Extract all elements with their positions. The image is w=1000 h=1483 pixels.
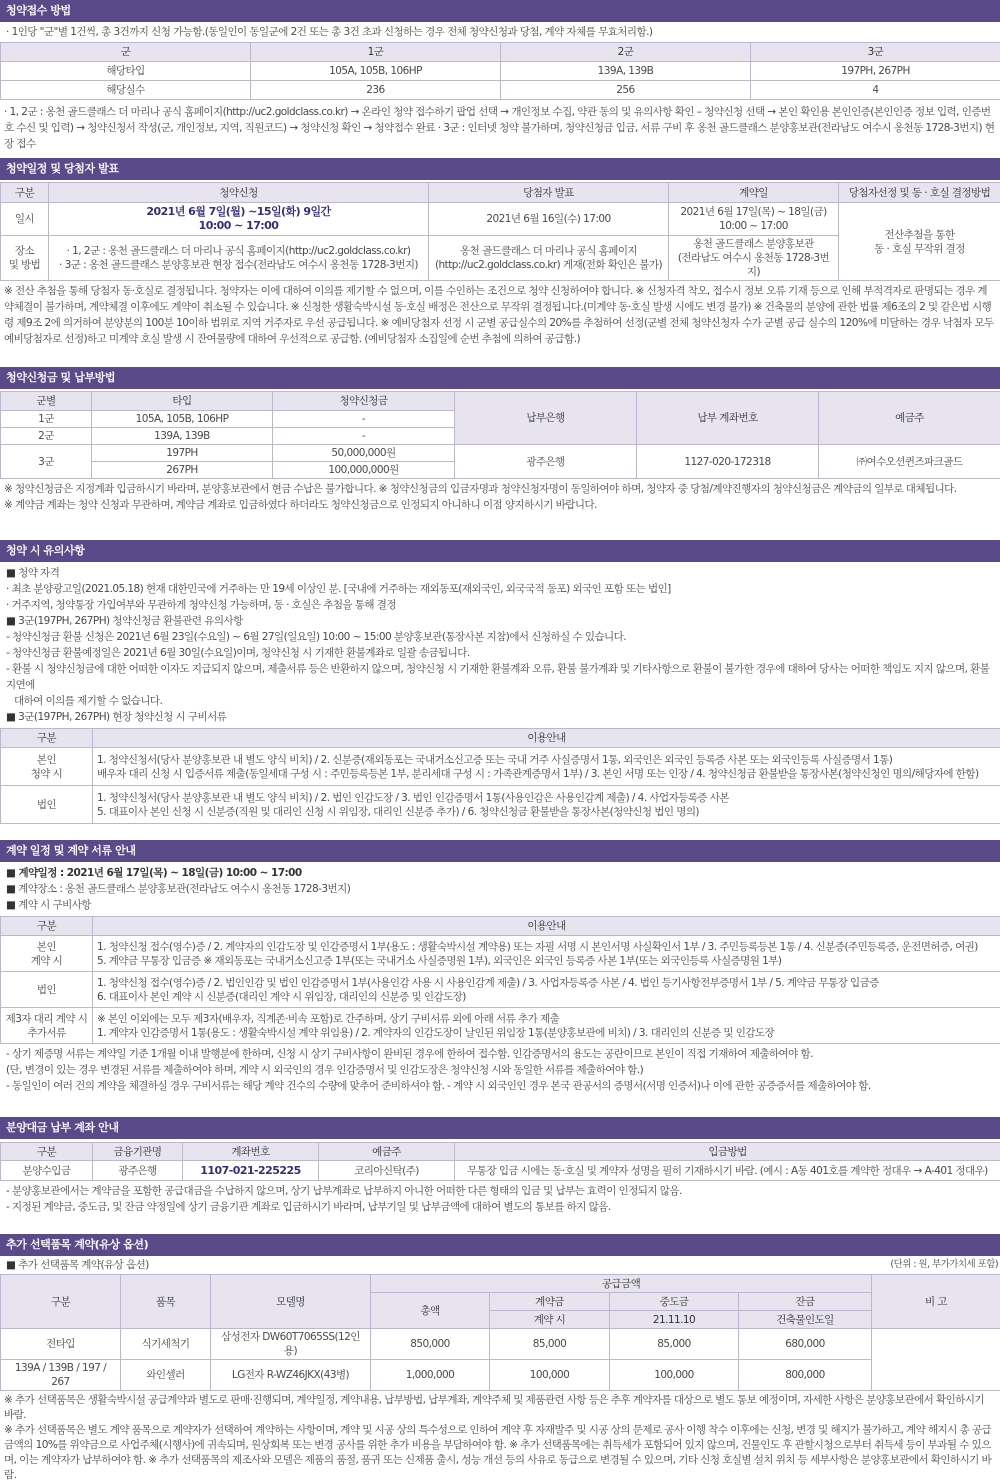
table-header: 당첨자 발표 (429, 183, 669, 203)
table-row (1, 1360, 1000, 1391)
apply-place-2: · 3군 : 옹천 골드클래스 분양홍보관 현장 접수(전라남도 여수시 옹천동 1728-3번지) (53, 258, 424, 272)
table-cell: 100,000 (490, 1360, 610, 1391)
section-title: 청약일정 및 당첨자 발표 (0, 158, 1000, 180)
row-label-2: 청약 시 (5, 767, 88, 781)
intro-text: · 1인당 "군"별 1건씩, 총 3건까지 신청 가능함.(동일인이 동일군에 2건 또는 총 3건 초과 신청하는 경우 전체 청약신청과 당첨, 계약 자체를 무효처리함.) (0, 24, 1000, 40)
table-cell: 3군 (1, 445, 92, 479)
table-header: 군 (1, 43, 251, 62)
table-cell: 분양수입금 (1, 1161, 93, 1181)
table-row (1, 81, 1000, 100)
table-cell: 105A, 105B, 106HP (251, 62, 501, 81)
contract-note: (단, 변경이 있는 경우 변경된 서류를 제출하여야 하며, 계약 시 외국인의 경우 인감증명서 및 인감도장은 청약신청 시와 동일한 서류를 제출하여야 함.) (0, 1062, 1000, 1078)
row-label: 법인 (1, 786, 93, 824)
table-header: 예금주 (819, 392, 1000, 445)
table-cell: 4 (751, 81, 1000, 100)
table-cell: 100,000 (610, 1360, 739, 1391)
table-cell: 197PH (92, 445, 273, 462)
doc-line: 1. 청약신청 접수(영수)증 / 2. 계약자의 인감도장 및 인감증명서 1부(용도 : 생활숙박시설 계약용) 또는 자필 서명 시 본인서명 사실확인서 1부 / 3. 주민등록등본 1통 / 4. 신분증(주민등록증, 운전면허증, 여권) (97, 940, 996, 954)
table-cell: 197PH, 267PH (751, 62, 1000, 81)
table-cell: 해당실수 (1, 81, 251, 100)
table-header: 이용안내 (93, 729, 1000, 748)
table-header: 품목 (121, 1275, 211, 1329)
section-schedule (0, 158, 1000, 347)
table-cell: 전타입 (1, 1329, 121, 1360)
doc-line: 1. 청약신청서(당사 분양홍보관 내 별도 양식 비치) / 2. 신분증(재외동포는 국내거소신고증 또는 국내 거주 사실증명서 1통, 외국인은 외국인 등록증 사본 또는 외국인등록 사실증명서 1통) (97, 753, 996, 767)
apply-time: 10:00 ~ 17:00 (53, 219, 424, 233)
table-cell: 해당타입 (1, 62, 251, 81)
contract-requirements: ■ 계약 시 구비사항 (0, 897, 1000, 913)
deposit-method: 무통장 입금 시에는 동·호실 및 계약자 성명을 필히 기재하시기 바람. (예시 : A동 401호를 계약한 정대우 → A-401 정대우) (455, 1161, 1000, 1181)
table-header: 계좌번호 (183, 1143, 319, 1161)
options-note: ※ 추가 선택품목은 생활숙박시설 공급계약과 별도로 판매·진행되며, 계약일정, 계약내용, 납부방법, 납부계좌, 계약주체 및 제품관련 사항 등은 추후 계약자를 대상으로 별도 통보 예정이며, 자세한 사항은 분양홍보관에서 확인하시기 바람. (0, 1391, 1000, 1423)
table-header: 3군 (751, 43, 1000, 62)
list-item: - 청약신청금 환불예정일은 2021년 6월 30일(수요일)이며, 청약신청 시 기재한 환불계좌로 일괄 송금됩니다. (0, 645, 1000, 661)
table-header: 계약금 (490, 1293, 610, 1311)
table-header: 2군 (501, 43, 751, 62)
table-header: 1군 (251, 43, 501, 62)
doc-line: ※ 본인 이외에는 모두 제3자(배우자, 직계존·비속 포함)로 간주하며, 상기 구비서류 외에 아래 서류 추가 제출 (97, 1012, 996, 1026)
process-note: · 1, 2군 : 옹천 골드클래스 더 마리나 공식 홈페이지(http://uc2.goldclass.co.kr) → 온라인 청약 접수하기 팝업 선택 → 개인정보 수집, 약관 동의 및 유의사항 확인 – 청약신청 선택 → 본인 확인용 본인인증(본인인증 정보 입력, 인증번호 수신 및 입력) → 청약신청서 작성(군, 개인정보, 지역, 직원코드) → 청약신청 확인 → 청약접수 완료 · 3군 : 인터넷 청약 불가하며, 청약신청금 입금, 서류 구비 후 옹천 골드클래스 분양홍보관(전라남도 여수시 옹천동 1728-3번지) 현장 접수 (0, 102, 1000, 152)
account-holder: ㈜여수오션퀸즈파크골드 (819, 445, 1000, 479)
table-cell: 256 (501, 81, 751, 100)
section-title: 분양대금 납부 계좌 안내 (0, 1117, 1000, 1139)
table-header: 구분 (1, 1275, 121, 1329)
contract-note: - 상기 제증명 서류는 계약일 기준 1개월 이내 발행분에 한하며, 신청 시 상기 구비사항이 완비된 경우에 한하여 접수함. 인감증명서의 용도는 공란이므로 본인이 직접 기재하여 제출하여야 함. (0, 1046, 1000, 1062)
announce-date: 2021년 6월 16일(수) 17:00 (429, 203, 669, 236)
list-item: · 최초 분양광고일(2021.05.18) 현재 대한민국에 거주하는 만 19세 이상인 분. [국내에 거주하는 재외동포(재외국인, 외국국적 동포) 외국인 포함 또는 법인] (0, 581, 1000, 597)
table-header: 구분 (1, 729, 93, 748)
row-label: 일시 (1, 203, 49, 236)
table-cell: 식기세척기 (121, 1329, 211, 1360)
table-header: 예금주 (319, 1143, 455, 1161)
list-item: - 환불 시 청약신청금에 대한 어떠한 이자도 지급되지 않으며, 제출서류 등은 반환하지 않으며, 청약신청 시 기재한 환불계좌 오류, 환불 불가계좌 및 기타사항으로 환불이 불가한 경우에 대하여 당사는 어떠한 책임도 지지 않으며, 환불 지연에 (0, 661, 1000, 693)
selection-method-2: 동 · 호실 무작위 결정 (843, 242, 996, 256)
announce-place-2: (http://uc2.goldclass.co.kr) 게재(전화 확인은 불가) (433, 258, 664, 272)
table-header: 납부은행 (455, 392, 637, 445)
section-precautions (0, 540, 1000, 824)
payment-note: - 지정된 계약금, 중도금, 및 잔금 약정일에 상기 금융기관 계좌로 입금하시기 바라며, 납부기일 및 납부금액에 대하여 별도의 통보를 하지 않음. (0, 1199, 1000, 1215)
doc-line: 1. 청약신청 접수(영수)증 / 2. 법인인감 및 법인 인감증명서 1부(사용인감 사용 시 사용인감계 제출) / 3. 사업자등록증 사본 / 4. 법인 등기사항전부증명서 1부 / 5. 계약금 무통장 입금증 (97, 976, 996, 990)
table-cell: 삼성전자 DW60T7065SS(12인용) (211, 1329, 371, 1360)
table-cell: LG전자 R-WZ46JKX(43병) (211, 1360, 371, 1391)
table-cell: - (273, 428, 455, 445)
table-cell (872, 1329, 1000, 1391)
list-item: · 거주지역, 청약통장 가입여부와 무관하게 청약신청 가능하며, 동 · 호실은 추첨을 통해 결정 (0, 597, 1000, 613)
payment-note: - 분양홍보관에서는 계약금을 포함한 공급대금을 수납하지 않으며, 상기 납부계좌로 납부하지 아니한 어떠한 다른 형태의 입금 및 납부는 효력이 인정되지 않음. (0, 1183, 1000, 1199)
account-holder: 코리아신탁(주) (319, 1161, 455, 1181)
table-row (1, 62, 1000, 81)
group-table (0, 42, 1000, 100)
table-row (1, 748, 1000, 786)
table-cell: 2군 (1, 428, 92, 445)
table-header: 계약일 (669, 183, 839, 203)
table-header: 건축물인도일 (739, 1311, 872, 1329)
doc-line: 1. 청약신청서(당사 분양홍보관 내 별도 양식 비치) / 2. 법인 인감도장 / 3. 법인 인감증명서 1통(사용인감은 사용인감계 제출) / 4. 사업자등록증 사본 (97, 791, 996, 805)
list-item: ■ 3군(197PH, 267PH) 청약신청금 환불관련 유의사항 (0, 613, 1000, 629)
section-title: 청약 시 유의사항 (0, 540, 1000, 562)
table-cell: - (273, 411, 455, 428)
table-header: 계약 시 (490, 1311, 610, 1329)
table-row (1, 936, 1000, 972)
payment-account-table (0, 1142, 1000, 1181)
deposit-table (0, 391, 1000, 479)
section-contract (0, 840, 1000, 1094)
table-header: 모델명 (211, 1275, 371, 1329)
table-cell: 105A, 105B, 106HP (92, 411, 273, 428)
table-header: 군별 (1, 392, 92, 411)
table-header: 당첨자선정 및 동 · 호실 결정방법 (839, 183, 1000, 203)
unit-label: (단위 : 원, 부가가치세 포함) (884, 1257, 1000, 1273)
table-cell: 139A / 139B / 197 / 267 (1, 1360, 121, 1391)
list-item: - 청약신청금 환불 신청은 2021년 6월 23일(수요일) ~ 6월 27일(일요일) 10:00 ~ 15:00 분양홍보관(통장사본 지참)에서 신청하실 수 있습니다. (0, 629, 1000, 645)
documents-table (0, 728, 1000, 824)
doc-line: 5. 계약금 무통장 입금증 ※ 재외동포는 국내거소신고증 1부(또는 국내거소 사실증명원 1부), 외국인은 외국인 등록증 사본 1부(또는 외국인등록 사실증명원 1부) (97, 954, 996, 968)
table-header: 총액 (371, 1293, 490, 1329)
row-label-2: 계약 시 (5, 954, 88, 968)
account-number: 1107-021-225225 (183, 1161, 319, 1181)
section-application-method (0, 0, 1000, 152)
table-row (1, 445, 1000, 462)
table-cell: 와인셀러 (121, 1360, 211, 1391)
section-options (0, 1234, 1000, 1483)
row-label: 제3자 대리 계약 시 (5, 1012, 88, 1026)
table-header: 납부 계좌번호 (637, 392, 819, 445)
contract-place-2: (전라남도 여수시 옹천동 1728-3번지) (673, 251, 834, 279)
announce-place-1: 옹천 골드클래스 더 마리나 공식 홈페이지 (433, 244, 664, 258)
row-label: 장소 (5, 244, 44, 258)
doc-line: 1. 계약자 인감증명서 1통(용도 : 생활숙박시설 계약 위임용) / 2. 계약자의 인감도장이 날인된 위임장 1통(분양홍보관에 비치) / 3. 대리인의 신분증 및 인감도장 (97, 1026, 996, 1040)
schedule-note: ※ 전산 추첨을 통해 당첨자 동·호실로 결정됩니다. 청약자는 이에 대하여 이의를 제기할 수 없으며, 이를 수인하는 조건으로 청약 신청하여야 합니다. ※ 신청자격 착오, 접수시 정보 오류 기재 등으로 인해 부적격자로 판명되는 경우 계약체결이 불가하며, 계약체결 이후에도 계약이 취소될 수 있습니다. ※ 신청한 생활숙박시설 동·호실 배정은 전산으로 무작위 결정됩니다.(미계약 동·호실 발생 시에도 변경 불가) ※ 건축물의 분양에 관한 법률 제6조의 2 및 같은법 시행령 제9조 2에 의거하여 분양분의 100분 10이하 범위로 지역 거주자로 우선 공급됩니다. ※ 예비당첨자 선정 시 군별 공급실수의 20%를 추첨하여 선정(군별 전체 청약신청자 수가 군별 공급 실수의 120%에 미달하는 경우 낙첨자 모두 예비당첨자로 선정)하고 미계약 호실 발생 시 잔여물량에 대하여 우선적으로 공급함. (예비당첨자 소집일에 순번 추첨에 의하여 공급함.) (0, 281, 1000, 347)
table-header: 이용안내 (93, 917, 1000, 936)
table-cell: 1군 (1, 411, 92, 428)
table-cell: 267PH (92, 462, 273, 479)
table-header: 금융기관명 (93, 1143, 183, 1161)
contract-note: - 동일인이 여러 건의 계약을 체결하실 경우 구비서류는 해당 계약 건수의 수량에 맞추어 준비하셔야 함. - 계약 시 외국인인 경우 본국 관공서의 증명서(서명 인증서)나 이에 관한 공증증서를 제출하여야 함. (0, 1078, 1000, 1094)
table-row (1, 1329, 1000, 1360)
contract-table (0, 916, 1000, 1044)
doc-line: 5. 대표이사 본인 신청 시 신분증(직원 및 대리인 신청 시 위임장, 대리인 신분증 추가) / 6. 청약신청금 환불받을 통장사본(청약신청 법인 명의) (97, 805, 996, 819)
list-item: ■ 청약 자격 (0, 565, 1000, 581)
section-title: 계약 일정 및 계약 서류 안내 (0, 840, 1000, 862)
row-label-2: 추가서류 (5, 1026, 88, 1040)
contract-date: 2021년 6월 17일(목) ~ 18일(금) (673, 205, 834, 219)
row-label-2: 및 방법 (5, 258, 44, 272)
deposit-note-2: ※ 계약금 계좌는 청약 신청과 무관하며, 계약금 계좌로 입금하였다 하더라도 청약신청금으로 인정되지 아니하니 이점 양지하시기 바랍니다. (0, 497, 1000, 513)
contract-schedule: ■ 계약일정 : 2021년 6월 17일(목) ~ 18일(금) 10:00 ~ 17:00 (0, 865, 1000, 881)
apply-place-1: · 1, 2군 : 옹천 골드클래스 더 마리나 공식 홈페이지(http://uc2.goldclass.co.kr) (53, 244, 424, 258)
options-subtitle: ■ 추가 선택품목 계약(유상 옵션) (0, 1257, 155, 1273)
table-cell: 1,000,000 (371, 1360, 490, 1391)
table-header: 공급금액 (371, 1275, 872, 1293)
table-cell: 85,000 (490, 1329, 610, 1360)
list-item: 대하여 이의를 제기할 수 없습니다. (0, 693, 1000, 709)
table-cell: 139A, 139B (92, 428, 273, 445)
table-cell: 50,000,000원 (273, 445, 455, 462)
table-header: 비 고 (872, 1275, 1000, 1329)
contract-place: ■ 계약장소 : 옹천 골드클래스 분양홍보관(전라남도 여수시 옹천동 1728-3번지) (0, 881, 1000, 897)
deposit-note-1: ※ 청약신청금은 지정계좌 입금하시기 바라며, 분양홍보관에서 현금 수납은 불가합니다. ※ 청약신청금의 입금자명과 청약신청자명이 동일하여야 하며, 청약자 중 당첨/계약진행자의 청약신청금은 계약금의 일부로 대체됩니다. (0, 479, 1000, 497)
table-header: 구분 (1, 1143, 93, 1161)
row-label: 법인 (1, 972, 93, 1008)
list-item: ■ 3군(197PH, 267PH) 현장 청약신청 시 구비서류 (0, 709, 1000, 725)
row-label: 본인 (5, 940, 88, 954)
schedule-table (0, 182, 1000, 281)
doc-line: 배우자 대리 신청 시 입증서류 제출(동일세대 구성 시 : 주민등록등본 1부, 분리세대 구성 시 : 가족관계증명서 1부) / 3. 본인 서명 또는 인장 / 4. 청약신청금 환불받을 통장사본(청약신청인 명의/해당자에 한함) (97, 767, 996, 781)
table-header: 청약신청 (49, 183, 429, 203)
table-row (1, 1161, 1000, 1181)
table-header: 중도금 (610, 1293, 739, 1311)
table-header: 21.11.10 (610, 1311, 739, 1329)
apply-date: 2021년 6월 7일(월) ~15일(화) 9일간 (53, 205, 424, 219)
table-cell: 100,000,000원 (273, 462, 455, 479)
options-note: ※ 추가 선택품목은 별도 계약 품목으로 계약자가 선택하여 계약하는 사항이며, 계약 및 시공 상의 특수성으로 인하여 계약 후 자재발주 및 시공 상의 문제로 공사 이행 착수 이후에는 신청, 변경 및 해지가 불가하고, 계약 해지시 총 공급금액의 10%를 위약금으로 사업주체(시행사)에 귀속되며, 원상회복 또는 변경 공사를 위한 추가 비용을 부담하여야 함. ※ 추가 선택품목에는 취득세가 포함되어 있지 않으며, 건물인도 후 관할시청으로부터 취득세 등이 부과될 수 있으며, 이는 계약자가 납부하여야 함. ※ 추가 선택품목의 제조사와 모델은 제품의 품절, 품귀 또는 신제품 출시, 성능 개선 등의 사유로 동급으로 변경될 수 있으며, 기타 신청 호실별 설치 위치 등 세부사항은 분양홍보관에서 확인하시기 바람. (0, 1423, 1000, 1483)
table-header: 구분 (1, 917, 93, 936)
section-payment-account (0, 1117, 1000, 1215)
table-row (1, 972, 1000, 1008)
section-title: 추가 선택품목 계약(유상 옵션) (0, 1234, 1000, 1256)
table-cell: 800,000 (739, 1360, 872, 1391)
table-header: 잔금 (739, 1293, 872, 1311)
table-cell: 236 (251, 81, 501, 100)
options-table (0, 1274, 1000, 1391)
table-header: 청약신청금 (273, 392, 455, 411)
table-cell: 139A, 139B (501, 62, 751, 81)
selection-method: 전산추첨을 통한 (843, 228, 996, 242)
table-row (1, 203, 1000, 236)
section-title: 청약접수 방법 (0, 0, 1000, 22)
table-row (1, 1008, 1000, 1044)
table-cell: 85,000 (610, 1329, 739, 1360)
table-header: 구분 (1, 183, 49, 203)
contract-time: 10:00 ~ 17:00 (673, 219, 834, 233)
table-cell: 850,000 (371, 1329, 490, 1360)
section-title: 청약신청금 및 납부방법 (0, 367, 1000, 389)
section-deposit (0, 367, 1000, 513)
contract-place-1: 옹천 골드클래스 분양홍보관 (673, 237, 834, 251)
doc-line: 6. 대표이사 본인 계약 시 신분증(대리인 계약 시 위임장, 대리인의 신분증 및 인감도장) (97, 990, 996, 1004)
precautions-list (0, 565, 1000, 725)
account-number: 1127-020-172318 (637, 445, 819, 479)
table-cell: 680,000 (739, 1329, 872, 1360)
table-header: 입금방법 (455, 1143, 1000, 1161)
row-label: 본인 (5, 753, 88, 767)
bank-name: 광주은행 (455, 445, 637, 479)
bank-name: 광주은행 (93, 1161, 183, 1181)
table-header: 타입 (92, 392, 273, 411)
table-row (1, 786, 1000, 824)
